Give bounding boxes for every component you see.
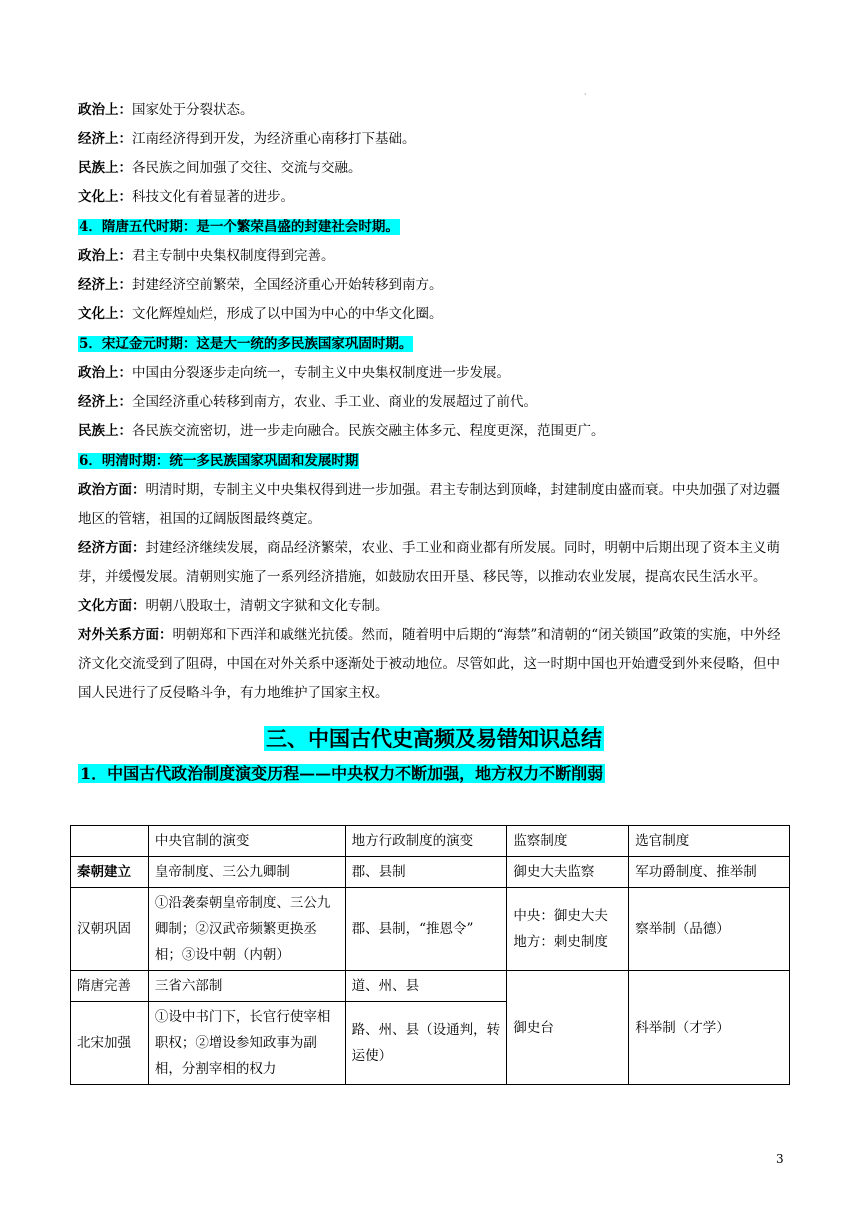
paragraph (78, 534, 790, 592)
paragraph-text: 文化辉煌灿烂，形成了以中国为中心的中华文化圈。 (132, 306, 443, 322)
table-header-cell: 中央官制的演变 (148, 826, 345, 857)
paragraph-label: 民族上： (78, 423, 132, 439)
paragraph-label: 政治上： (78, 248, 132, 264)
table-header-cell: 地方行政制度的演变 (345, 826, 507, 857)
table-cell: 郡、县制，“推恩令” (345, 888, 507, 971)
paragraph-label: 文化上： (78, 189, 132, 205)
paragraph-label: 经济上： (78, 131, 132, 147)
heading-sui-tang: 4．隋唐五代时期：是一个繁荣昌盛的封建社会时期。 (79, 219, 399, 235)
paragraph-label: 文化上： (78, 306, 132, 322)
paragraph-text: 明朝郑和下西洋和戚继光抗倭。然而，随着明中后期的“海禁”和清朝的“闭关锁国”政策的实施，中外经济文化交流受到了阻碍，中国在对外关系中逐渐处于被动地位。尽管如此，这一时期中国也开始遭受到外来侵略，但中国人民进行了反侵略斗争，有力地维护了国家主权。 (78, 627, 781, 701)
paragraph (78, 125, 790, 154)
paragraph-text: 中国由分裂逐步走向统一，专制主义中央集权制度进一步发展。 (132, 365, 510, 381)
paragraph (78, 592, 790, 621)
paragraph-group-song-liao (78, 359, 790, 446)
paragraph (78, 183, 790, 212)
table-cell: 道、州、县 (345, 971, 507, 1002)
paragraph (78, 417, 790, 446)
table-cell-line: 中央：御史大夫 (513, 908, 608, 924)
paragraph-label: 政治上： (78, 102, 132, 118)
paragraph-label: 对外关系方面： (78, 627, 173, 643)
paragraph-group-period3 (78, 96, 790, 212)
table-cell: 御史台 (507, 971, 629, 1085)
paragraph-text: 君主专制中央集权制度得到完善。 (132, 248, 335, 264)
paragraph (78, 476, 790, 534)
paragraph (78, 271, 790, 300)
paragraph (78, 154, 790, 183)
table-cell: 汉朝巩固 (71, 888, 149, 971)
table-cell: 察举制（品德） (629, 888, 790, 971)
table-cell-line: 地方：刺史制度 (513, 934, 608, 950)
paragraph-text: 明清时期，专制主义中央集权得到进一步加强。君主专制达到顶峰，封建制度由盛而衰。中央加强了对边疆地区的管辖，祖国的辽阔版图最终奠定。 (78, 482, 780, 527)
paragraph-group-sui-tang (78, 242, 790, 329)
table-row (71, 971, 790, 1002)
paragraph-label: 经济上： (78, 394, 132, 410)
paragraph (78, 96, 790, 125)
paragraph-text: 各民族之间加强了交往、交流与交融。 (132, 160, 362, 176)
table-row (71, 857, 790, 888)
paragraph-label: 政治上： (78, 365, 132, 381)
paragraph (78, 300, 790, 329)
table-cell: 皇帝制度、三公九卿制 (148, 857, 345, 888)
table-cell (507, 888, 629, 971)
table-cell: 三省六部制 (148, 971, 345, 1002)
table-cell: 北宋加强 (71, 1002, 149, 1085)
heading-ming-qing: 6．明清时期：统一多民族国家巩固和发展时期 (79, 453, 359, 469)
paragraph (78, 242, 790, 271)
table-cell: 郡、县制 (345, 857, 507, 888)
table-cell: ①沿袭秦朝皇帝制度、三公九卿制；②汉武帝频繁更换丞相；③设中朝（内朝） (148, 888, 345, 971)
paragraph-text: 国家处于分裂状态。 (132, 102, 254, 118)
paragraph-label: 文化方面： (78, 598, 146, 614)
paragraph-label: 政治方面： (78, 482, 146, 498)
table-cell: 科举制（才学） (629, 971, 790, 1085)
paragraph-text: 全国经济重心转移到南方，农业、手工业、商业的发展超过了前代。 (132, 394, 537, 410)
page-number: 3 (776, 1152, 784, 1166)
document-body (78, 96, 790, 794)
table-cell: ①设中书门下，长官行使宰相职权；②增设参知政事为副相，分割宰相的权力 (148, 1002, 345, 1085)
table-cell: 隋唐完善 (71, 971, 149, 1002)
paragraph (78, 359, 790, 388)
table-cell: 路、州、县（设通判，转运使） (345, 1002, 507, 1085)
heading-song-liao: 5．宋辽金元时期：这是大一统的多民族国家巩固时期。 (79, 336, 413, 352)
table-header-cell: 选官制度 (629, 826, 790, 857)
politics-evolution-table (70, 825, 790, 1085)
sub-title: 1．中国古代政治制度演变历程——中央权力不断加强，地方权力不断削弱 (80, 764, 604, 783)
section-title: 三、中国古代史高频及易错知识总结 (266, 726, 602, 751)
stray-dot: · (584, 90, 587, 99)
paragraph-text: 江南经济得到开发，为经济重心南移打下基础。 (132, 131, 416, 147)
table-cell: 御史大夫监察 (507, 857, 629, 888)
paragraph-text: 封建经济继续发展，商品经济繁荣，农业、手工业和商业都有所发展。同时，明朝中后期出现了资本主义萌芽，并缓慢发展。清朝则实施了一系列经济措施，如鼓励农田开垦、移民等，以推动农业发展，提高农民生活水平。 (78, 540, 780, 585)
table-header-row (71, 826, 790, 857)
paragraph-text: 科技文化有着显著的进步。 (132, 189, 294, 205)
table-cell: 军功爵制度、推举制 (629, 857, 790, 888)
paragraph-text: 明朝八股取士，清朝文字狱和文化专制。 (145, 598, 389, 614)
paragraph-text: 各民族交流密切，进一步走向融合。民族交融主体多元、程度更深，范围更广。 (132, 423, 605, 439)
table-header-cell (71, 826, 149, 857)
table-row (71, 888, 790, 971)
paragraph (78, 388, 790, 417)
paragraph-label: 经济方面： (78, 540, 146, 556)
table-header-cell: 监察制度 (507, 826, 629, 857)
paragraph-text: 封建经济空前繁荣，全国经济重心开始转移到南方。 (132, 277, 443, 293)
paragraph (78, 621, 790, 708)
table-cell: 秦朝建立 (71, 857, 149, 888)
paragraph-label: 经济上： (78, 277, 132, 293)
paragraph-group-ming-qing (78, 476, 790, 708)
paragraph-label: 民族上： (78, 160, 132, 176)
